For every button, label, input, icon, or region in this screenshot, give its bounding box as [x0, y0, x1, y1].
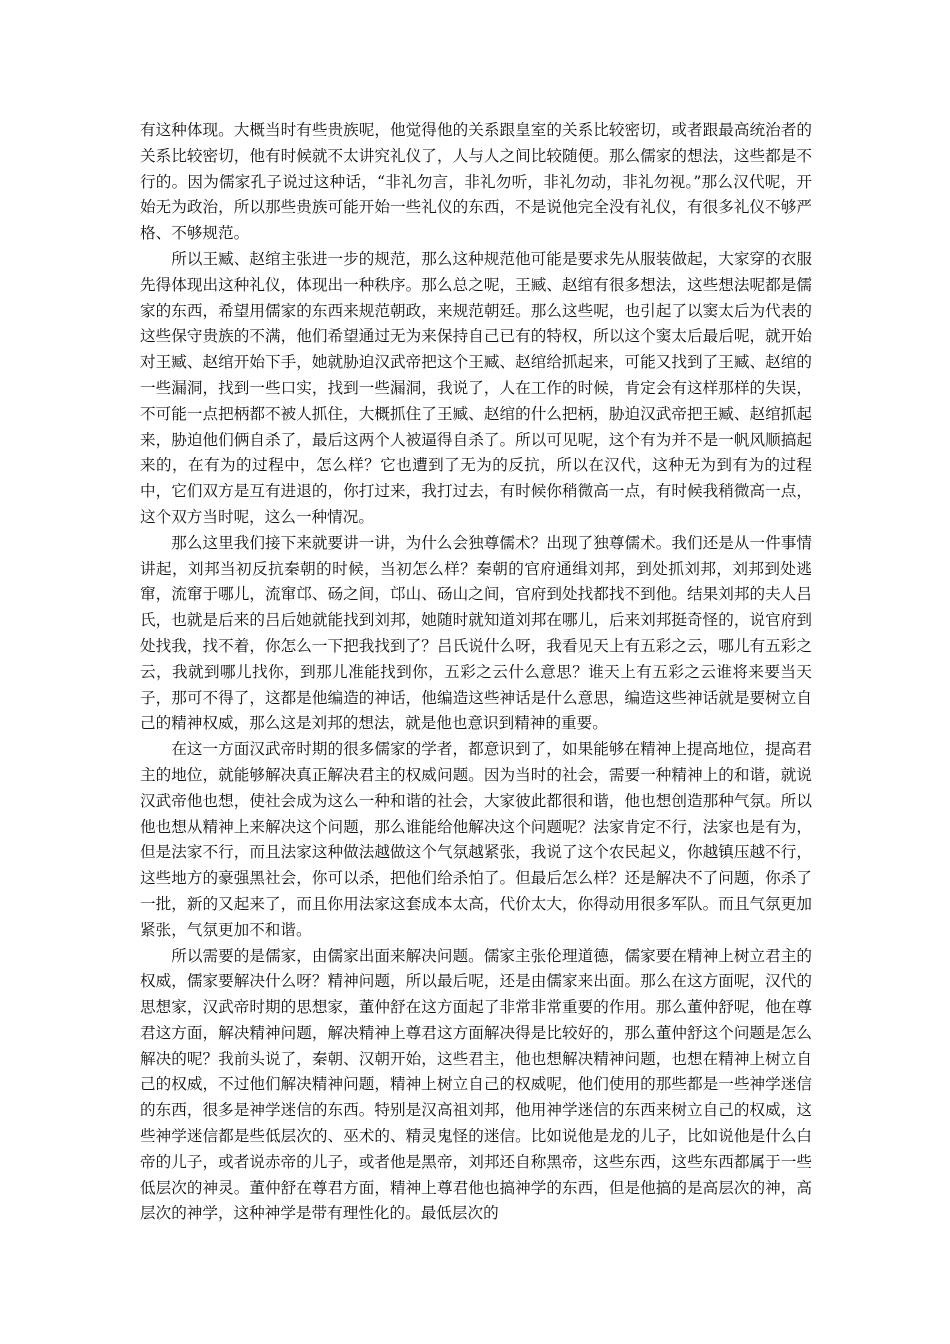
paragraph-4: 在这一方面汉武帝时期的很多儒家的学者，都意识到了，如果能够在精神上提高地位，提高君主的地位，就能够解决真正解决君主的权威问题。因为当时的社会，需要一种精神上的和谐，就说汉武帝他也想，使社会成为这么一种和谐的社会，大家彼此都很和谐，他也想创造那种气氛。所以他也想从精神上来解决这个问题，那么谁能给他解决这个问题呢？法家肯定不行，法家也是有为，但是法家不行，而且法家这种做法越做这个气氛越紧张，我说了这个农民起义，你越镇压越不行，这些地方的豪强黑社会，你可以杀，把他们给杀怕了。但最后怎么样？还是解决不了问题，你杀了一批，新的又起来了，而且你用法家这套成本太高，代价太大，你得动用很多军队。而且气氛更加紧张，气氛更加不和谐。 [140, 740, 812, 939]
document-page [140, 118, 812, 1227]
paragraph-5: 所以需要的是儒家，由儒家出面来解决问题。儒家主张伦理道德，儒家要在精神上树立君主的权威，儒家要解决什么呀？精神问题，所以最后呢，还是由儒家来出面。那么在这方面呢，汉代的思想家，汉武帝时期的思想家，董仲舒在这方面起了非常非常重要的作用。那么董仲舒呢，他在尊君这方面，解决精神问题，解决精神上尊君这方面解决得是比较好的，那么董仲舒这个问题是怎么解决的呢？我前头说了，秦朝、汉朝开始，这些君主，他也想解决精神问题，也想在精神上树立自己的权威，不过他们解决精神问题，精神上树立自己的权威呢，他们使用的那些都是一些神学迷信的东西，很多是神学迷信的东西。特别是汉高祖刘邦，他用神学迷信的东西来树立自己的权威，这些神学迷信都是些低层次的、巫术的、精灵鬼怪的迷信。比如说他是龙的儿子，比如说他是什么白帝的儿子，或者说赤帝的儿子，或者他是黑帝，刘邦还自称黑帝，这些东西，这些东西都属于一些低层次的神灵。董仲舒在尊君方面，精神上尊君他也搞神学的东西，但是他搞的是高层次的神，高层次的神学，这种神学是带有理性化的。最低层次的 [140, 946, 812, 1223]
paragraph-1: 有这种体现。大概当时有些贵族呢，他觉得他的关系跟皇室的关系比较密切，或者跟最高统治者的关系比较密切，他有时候就不太讲究礼仪了，人与人之间比较随便。那么儒家的想法，这些都是不行的。因为儒家孔子说过这种话，“非礼勿言，非礼勿听，非礼勿动，非礼勿视。”那么汉代呢，开始无为政治，所以那些贵族可能开始一些礼仪的东西，不是说他完全没有礼仪，有很多礼仪不够严格、不够规范。 [140, 121, 812, 243]
paragraph-2: 所以王臧、赵绾主张进一步的规范，那么这种规范他可能是要求先从服装做起，大家穿的衣服先得体现出这种礼仪，体现出一种秩序。那么总之呢，王臧、赵绾有很多想法，这些想法呢都是儒家的东西，希望用儒家的东西来规范朝政，来规范朝廷。那么这些呢，也引起了以窦太后为代表的这些保守贵族的不满，他们希望通过无为来保持自己已有的特权，所以这个窦太后最后呢，就开始对王臧、赵绾开始下手，她就胁迫汉武帝把这个王臧、赵绾给抓起来，可能又找到了王臧、赵绾的一些漏洞，找到一些口实，找到一些漏洞，我说了，人在工作的时候，肯定会有这样那样的失误，不可能一点把柄都不被人抓住，大概抓住了王臧、赵绾的什么把柄，胁迫汉武帝把王臧、赵绾抓起来，胁迫他们俩自杀了，最后这两个人被逼得自杀了。所以可见呢，这个有为并不是一帆风顺搞起来的，在有为的过程中，怎么样？它也遭到了无为的反抗，所以在汉代，这种无为到有为的过程中，它们双方是互有进退的，你打过来，我打过去，有时候你稍微高一点，有时候我稍微高一点，这个双方当时呢，这么一种情况。 [140, 249, 812, 526]
paragraph-3: 那么这里我们接下来就要讲一讲，为什么会独尊儒术？出现了独尊儒术。我们还是从一件事情讲起，刘邦当初反抗秦朝的时候，当初怎么样？秦朝的官府通缉刘邦，到处抓刘邦，刘邦到处逃窜，流窜于哪儿，流窜邙、砀之间，邙山、砀山之间，官府到处找都找不到他。结果刘邦的夫人吕氏，也就是后来的吕后她就能找到刘邦，她随时就知道刘邦在哪儿，后来刘邦挺奇怪的，说官府到处找我，找不着，你怎么一下把我找到了？吕氏说什么呀，我看见天上有五彩之云，哪儿有五彩之云，我就到哪儿找你，到那儿准能找到你，五彩之云什么意思？谁天上有五彩之云谁将来要当天子，那可不得了，这都是他编造的神话，他编造这些神话是什么意思，编造这些神话就是要树立自己的精神权威，那么这是刘邦的想法，就是他也意识到精神的重要。 [140, 533, 812, 733]
